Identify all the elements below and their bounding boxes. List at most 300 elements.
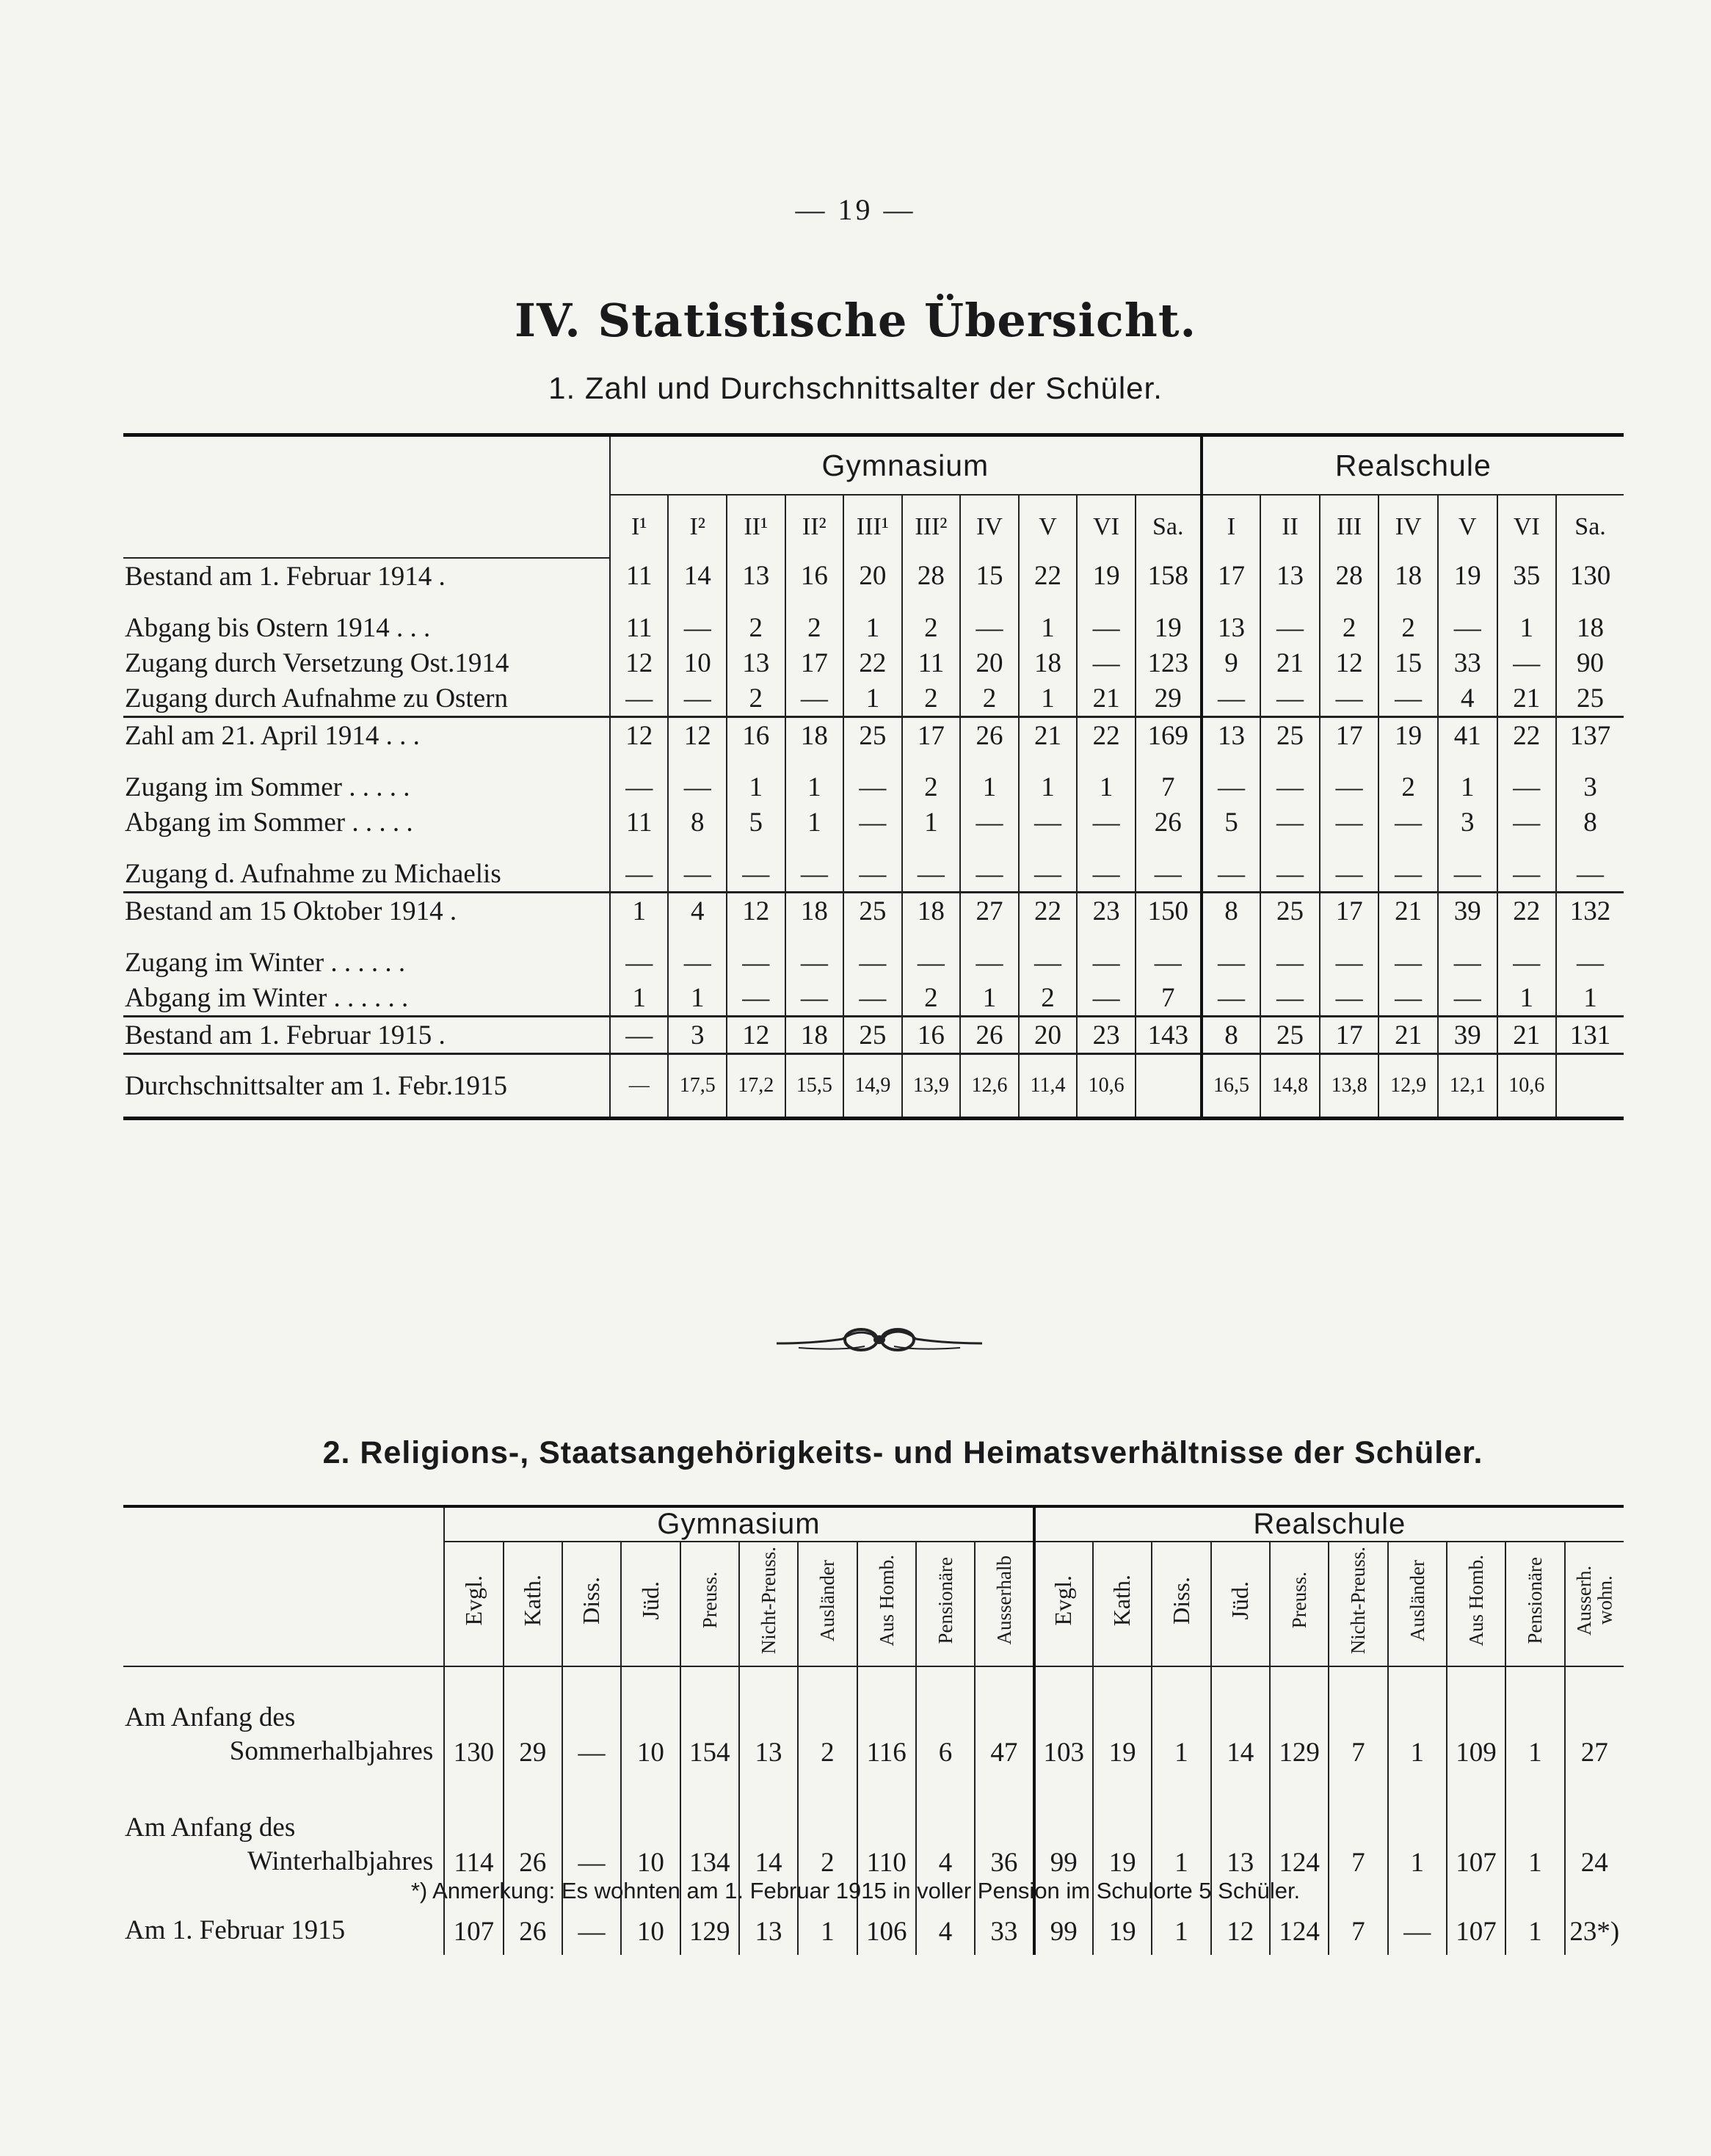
table-cell: 103: [1034, 1666, 1093, 1776]
table-cell: 99: [1034, 1886, 1093, 1955]
table-cell: —: [668, 610, 727, 645]
table2-col-label: Pensionäre: [934, 1556, 956, 1644]
table-cell: 131: [1556, 1017, 1624, 1054]
table-cell: —: [1388, 1886, 1447, 1955]
table-cell: —: [1260, 610, 1320, 645]
table-cell: —: [960, 945, 1019, 980]
table-cell: 14,8: [1260, 1054, 1320, 1119]
table2-col-label: Aus Homb.: [1464, 1554, 1487, 1647]
table-cell: 14,9: [843, 1054, 902, 1119]
table1-col-real: Sa.: [1556, 495, 1624, 558]
table-cell: 18: [1378, 558, 1438, 594]
table-cell: 13,9: [902, 1054, 961, 1119]
table2-col-gym: [562, 1542, 621, 1666]
table-cell: 26: [960, 1017, 1019, 1054]
table-cell: —: [1136, 945, 1202, 980]
table-cell: 169: [1136, 717, 1202, 754]
table2-col-gym: [504, 1542, 562, 1666]
table-cell: 21: [1260, 645, 1320, 680]
table-cell: 20: [1019, 1017, 1078, 1054]
page-number: — 19 —: [795, 193, 916, 226]
table2-group-realschule: Realschule: [1034, 1506, 1624, 1542]
table-cell: 1: [960, 769, 1019, 805]
table-cell: —: [1378, 680, 1438, 717]
table-cell: 1: [960, 980, 1019, 1017]
table1-title: 1. Zahl und Durchschnittsalter der Schüler.: [548, 371, 1163, 405]
table-cell: 19: [1077, 558, 1136, 594]
table-cell: 1: [1497, 610, 1557, 645]
table-cell: 10,6: [1077, 1054, 1136, 1119]
table1-col-real: III: [1320, 495, 1379, 558]
table-row: [123, 645, 1624, 680]
row-label: Zugang d. Aufnahme zu Michaelis: [125, 858, 501, 889]
table-cell: 10: [621, 1776, 680, 1886]
table-cell: —: [1077, 945, 1136, 980]
table-cell: 12: [610, 645, 669, 680]
table-cell: —: [1202, 769, 1261, 805]
table-cell: 1: [843, 680, 902, 717]
table-cell: —: [1497, 805, 1557, 840]
table-cell: 4: [916, 1886, 975, 1955]
ornament-divider: [769, 1314, 989, 1365]
table2-col-real: [1034, 1542, 1093, 1666]
table-cell: 12,1: [1438, 1054, 1497, 1119]
table-cell: 158: [1136, 558, 1202, 594]
table-cell: 17: [1202, 558, 1261, 594]
table2-col-gym: [621, 1542, 680, 1666]
table-cell: —: [668, 945, 727, 980]
table-cell: —: [1556, 856, 1624, 893]
table-row: [123, 1776, 1624, 1886]
table-cell: 2: [798, 1776, 857, 1886]
table-cell: [1136, 1054, 1202, 1119]
table-cell: 2: [1320, 610, 1379, 645]
table-row: [123, 1017, 1624, 1054]
table-cell: 107: [444, 1886, 503, 1955]
table-cell: 21: [1019, 717, 1078, 754]
table1-col-gym: Sa.: [1136, 495, 1202, 558]
table-cell: —: [1260, 856, 1320, 893]
table-cell: —: [1378, 805, 1438, 840]
table-cell: 25: [1260, 1017, 1320, 1054]
table-row: [123, 717, 1624, 754]
table-cell: 22: [1019, 893, 1078, 929]
table-cell: 13,8: [1320, 1054, 1379, 1119]
table-cell: 26: [504, 1776, 562, 1886]
table-cell: 19: [1136, 610, 1202, 645]
table-cell: 18: [1019, 645, 1078, 680]
table2-col-label: Kath.: [1108, 1574, 1136, 1627]
table-cell: 22: [1497, 717, 1557, 754]
table-cell: 19: [1378, 717, 1438, 754]
table-cell: —: [1260, 980, 1320, 1017]
table2-col-label: Nicht-Preuss.: [757, 1546, 780, 1655]
table-cell: 25: [843, 717, 902, 754]
table2-corner: [123, 1506, 444, 1666]
table-cell: —: [668, 769, 727, 805]
table-cell: —: [727, 945, 785, 980]
table-cell: 19: [1438, 558, 1497, 594]
table-cell: 39: [1438, 893, 1497, 929]
table-cell: —: [1378, 945, 1438, 980]
table-cell: 13: [1202, 717, 1261, 754]
table-cell: 107: [1447, 1886, 1505, 1955]
table-cell: —: [1497, 769, 1557, 805]
table-cell: 39: [1438, 1017, 1497, 1054]
table-cell: 1: [785, 805, 844, 840]
table-cell: 1: [798, 1886, 857, 1955]
table-cell: 23: [1077, 893, 1136, 929]
table-cell: —: [727, 856, 785, 893]
table-cell: 1: [1019, 769, 1078, 805]
table-cell: 1: [1019, 680, 1078, 717]
table-cell: 11: [902, 645, 961, 680]
table1-col-real: VI: [1497, 495, 1557, 558]
table-cell: —: [562, 1776, 621, 1886]
table-cell: 22: [1019, 558, 1078, 594]
table-cell: 8: [1556, 805, 1624, 840]
table-cell: 130: [1556, 558, 1624, 594]
table-cell: —: [610, 1054, 669, 1119]
table-cell: 29: [1136, 680, 1202, 717]
table-cell: 41: [1438, 717, 1497, 754]
table-cell: 24: [1565, 1776, 1624, 1886]
table-cell: 21: [1497, 680, 1557, 717]
table2-col-real: [1152, 1542, 1210, 1666]
row-label: Zahl am 21. April 1914 . . .: [123, 717, 610, 754]
table2-col-label: Evgl.: [1050, 1575, 1077, 1626]
table-cell: 11: [610, 610, 669, 645]
table-cell: —: [1320, 945, 1379, 980]
row-label: Abgang im Sommer . . . . .: [125, 807, 413, 838]
table2-col-real: [1211, 1542, 1270, 1666]
table-cell: 20: [960, 645, 1019, 680]
table-cell: 28: [1320, 558, 1379, 594]
table-cell: 7: [1329, 1776, 1387, 1886]
table-cell: —: [1497, 945, 1557, 980]
table-cell: —: [1019, 856, 1078, 893]
table-cell: 1: [1019, 610, 1078, 645]
table-cell: —: [1202, 945, 1261, 980]
table-cell: 36: [975, 1776, 1033, 1886]
table-cell: 3: [1438, 805, 1497, 840]
table-row: [123, 610, 1624, 645]
table-cell: 26: [1136, 805, 1202, 840]
table-cell: 1: [610, 980, 669, 1017]
table-cell: 12: [668, 717, 727, 754]
table-cell: 18: [785, 1017, 844, 1054]
table-cell: 18: [902, 893, 961, 929]
table-cell: —: [1438, 610, 1497, 645]
table-cell: 3: [1556, 769, 1624, 805]
page-title: IV. Statistische Übersicht.: [514, 294, 1197, 347]
table-cell: 116: [857, 1666, 916, 1776]
table-cell: 3: [668, 1017, 727, 1054]
table-cell: 123: [1136, 645, 1202, 680]
table-cell: [1556, 1054, 1624, 1119]
table2-col-real: [1388, 1542, 1447, 1666]
table2-col-label: Kath.: [518, 1574, 545, 1627]
table-cell: —: [668, 680, 727, 717]
table-cell: 9: [1202, 645, 1261, 680]
table2-col-label: Diss.: [578, 1576, 605, 1625]
table-cell: 1: [1505, 1886, 1564, 1955]
table-cell: 143: [1136, 1017, 1202, 1054]
row-label: Abgang im Winter . . . . . .: [125, 982, 409, 1013]
table-cell: 7: [1329, 1666, 1387, 1776]
table-cell: —: [727, 980, 785, 1017]
row-label: [123, 1776, 444, 1886]
table-cell: —: [1019, 805, 1078, 840]
table-cell: 90: [1556, 645, 1624, 680]
table-cell: 2: [902, 680, 961, 717]
table-cell: 10: [668, 645, 727, 680]
table-cell: —: [785, 980, 844, 1017]
table-cell: 1: [1556, 980, 1624, 1017]
row-label: [123, 1666, 444, 1776]
table-cell: 99: [1034, 1776, 1093, 1886]
table-cell: 33: [1438, 645, 1497, 680]
table1-group-realschule: Realschule: [1202, 435, 1624, 496]
table2-col-label: Ausserh. wohn.: [1572, 1565, 1616, 1636]
table-cell: —: [1077, 610, 1136, 645]
row-label: Bestand am 1. Februar 1915 .: [123, 1017, 610, 1054]
table-cell: 14: [1211, 1666, 1270, 1776]
table-cell: —: [610, 769, 669, 805]
table-cell: 12: [727, 1017, 785, 1054]
table-cell: 13: [739, 1666, 798, 1776]
table2-col-real: [1270, 1542, 1329, 1666]
table-cell: 2: [727, 680, 785, 717]
table-cell: 124: [1270, 1776, 1329, 1886]
table-cell: 1: [843, 610, 902, 645]
table-cell: 22: [843, 645, 902, 680]
table2-col-real: [1447, 1542, 1505, 1666]
table1-col-gym: I¹: [610, 495, 669, 558]
table-cell: 16,5: [1202, 1054, 1261, 1119]
table-cell: 26: [504, 1886, 562, 1955]
table-cell: 1: [727, 769, 785, 805]
row-label-line2: Sommerhalbjahres: [229, 1735, 434, 1766]
row-label: Zugang durch Versetzung Ost.1914: [125, 647, 509, 678]
row-label: Durchschnittsalter am 1. Febr.1915: [123, 1054, 610, 1119]
table-cell: 10,6: [1497, 1054, 1557, 1119]
table-cell: 154: [680, 1666, 739, 1776]
table-cell: 19: [1093, 1776, 1152, 1886]
table-cell: —: [1378, 856, 1438, 893]
table-cell: —: [843, 856, 902, 893]
table-cell: —: [562, 1886, 621, 1955]
table-cell: —: [785, 680, 844, 717]
table-cell: 1: [668, 980, 727, 1017]
table2-col-label: Ausländer: [816, 1559, 839, 1641]
table-cell: 1: [902, 805, 961, 840]
table-cell: 106: [857, 1886, 916, 1955]
row-label: Bestand am 15 Oktober 1914 .: [123, 893, 610, 929]
table-cell: 134: [680, 1776, 739, 1886]
table1-col-gym: V: [1019, 495, 1078, 558]
table-cell: 21: [1378, 893, 1438, 929]
table-cell: —: [1202, 980, 1261, 1017]
table-cell: —: [610, 680, 669, 717]
table2-col-label: Aus Homb.: [875, 1554, 898, 1647]
table-cell: 18: [1556, 610, 1624, 645]
table-cell: —: [843, 980, 902, 1017]
table2-group-gymnasium: Gymnasium: [444, 1506, 1033, 1542]
table-cell: 1: [785, 769, 844, 805]
table-cell: 16: [902, 1017, 961, 1054]
table1-col-gym: II²: [785, 495, 844, 558]
row-label: Zugang durch Aufnahme zu Ostern: [125, 683, 508, 714]
table2-col-label: Preuss.: [698, 1572, 721, 1629]
table-cell: 1: [1388, 1666, 1447, 1776]
table-cell: 1: [1388, 1776, 1447, 1886]
table-cell: 7: [1136, 769, 1202, 805]
table-cell: —: [1077, 980, 1136, 1017]
table-row: [123, 1666, 1624, 1776]
table-cell: —: [960, 610, 1019, 645]
table-cell: 130: [444, 1666, 503, 1776]
row-label: Zugang im Winter . . . . . .: [125, 947, 406, 978]
table-cell: 8: [668, 805, 727, 840]
table-cell: —: [562, 1666, 621, 1776]
table1-col-real: I: [1202, 495, 1261, 558]
table-cell: 14: [668, 558, 727, 594]
table-cell: 21: [1378, 1017, 1438, 1054]
table-cell: 109: [1447, 1666, 1505, 1776]
table-cell: —: [902, 945, 961, 980]
table1-col-gym: III¹: [843, 495, 902, 558]
table-cell: 5: [727, 805, 785, 840]
table2-col-real: [1505, 1542, 1564, 1666]
table-cell: —: [1260, 945, 1320, 980]
table-row: [123, 1054, 1624, 1119]
table-cell: —: [960, 856, 1019, 893]
table-cell: 129: [680, 1886, 739, 1955]
table-cell: 13: [1202, 610, 1261, 645]
table-cell: 1: [1438, 769, 1497, 805]
table-cell: 6: [916, 1666, 975, 1776]
table-cell: —: [1077, 805, 1136, 840]
table-cell: 22: [1077, 717, 1136, 754]
row-label-line1: Am 1. Februar 1915: [125, 1914, 346, 1945]
table1-col-real: IV: [1378, 495, 1438, 558]
table-cell: 11: [610, 805, 669, 840]
table-cell: 16: [727, 717, 785, 754]
table-cell: —: [1320, 805, 1379, 840]
table-cell: 33: [975, 1886, 1033, 1955]
table-cell: 25: [1556, 680, 1624, 717]
table-cell: 19: [1093, 1666, 1152, 1776]
table-cell: 129: [1270, 1666, 1329, 1776]
table-cell: —: [668, 856, 727, 893]
table-cell: —: [1320, 769, 1379, 805]
table-cell: 25: [843, 893, 902, 929]
table-cell: 29: [504, 1666, 562, 1776]
table-cell: —: [610, 945, 669, 980]
table-cell: 2: [785, 610, 844, 645]
table-cell: 20: [843, 558, 902, 594]
table-cell: 13: [739, 1886, 798, 1955]
table-cell: —: [1260, 769, 1320, 805]
table-cell: 13: [727, 645, 785, 680]
table2-col-real: [1329, 1542, 1387, 1666]
table-cell: 2: [1378, 769, 1438, 805]
table-cell: 4: [668, 893, 727, 929]
table-row: [123, 769, 1624, 805]
table-cell: 26: [960, 717, 1019, 754]
table-cell: 19: [1093, 1886, 1152, 1955]
table2-col-gym: [916, 1542, 975, 1666]
table-row: [123, 945, 1624, 980]
table-cell: 25: [1260, 717, 1320, 754]
table-cell: —: [1019, 945, 1078, 980]
table-cell: 12: [610, 717, 669, 754]
table2-col-real: [1093, 1542, 1152, 1666]
table-cell: 1: [1497, 980, 1557, 1017]
table-cell: —: [1378, 980, 1438, 1017]
table-cell: 17: [1320, 717, 1379, 754]
table-row: [123, 893, 1624, 929]
table-cell: 124: [1270, 1886, 1329, 1955]
table-cell: —: [843, 769, 902, 805]
table-cell: 27: [960, 893, 1019, 929]
table-row: [123, 805, 1624, 840]
table-cell: 13: [1211, 1776, 1270, 1886]
table1-col-gym: I²: [668, 495, 727, 558]
table-cell: —: [1320, 980, 1379, 1017]
table1-student-numbers: [123, 433, 1624, 1120]
table1-group-gymnasium: Gymnasium: [610, 435, 1202, 496]
table-row: [123, 856, 1624, 893]
table-cell: 23: [1077, 1017, 1136, 1054]
table-cell: 114: [444, 1776, 503, 1886]
table2-col-label: Jüd.: [636, 1580, 664, 1620]
table-cell: —: [960, 805, 1019, 840]
table-cell: 22: [1497, 893, 1557, 929]
table-cell: 8: [1202, 1017, 1261, 1054]
row-label: Zugang im Sommer . . . . .: [125, 772, 410, 802]
table-cell: 18: [785, 717, 844, 754]
table-cell: —: [1077, 856, 1136, 893]
table-cell: 5: [1202, 805, 1261, 840]
table1-corner: [123, 435, 610, 559]
table-cell: 2: [727, 610, 785, 645]
table-cell: 7: [1329, 1886, 1387, 1955]
table-cell: —: [1320, 856, 1379, 893]
table-cell: 21: [1497, 1017, 1557, 1054]
table-cell: —: [1260, 805, 1320, 840]
table-cell: 107: [1447, 1776, 1505, 1886]
table-cell: 13: [727, 558, 785, 594]
table-cell: 17: [1320, 893, 1379, 929]
table2-col-label: Jüd.: [1226, 1580, 1253, 1620]
footnote: *) Anmerkung: Es wohnten am 1. Februar 1915 in voller Pension im Schulorte 5 Schüler.: [410, 1878, 1301, 1903]
table-cell: —: [1438, 856, 1497, 893]
table-cell: 2: [902, 980, 961, 1017]
table-cell: 17: [1320, 1017, 1379, 1054]
table-cell: 21: [1077, 680, 1136, 717]
table-cell: 1: [610, 893, 669, 929]
table-cell: —: [843, 945, 902, 980]
table-cell: 11: [610, 558, 669, 594]
table-cell: 27: [1565, 1666, 1624, 1776]
table2-col-gym: [739, 1542, 798, 1666]
table-cell: 10: [621, 1666, 680, 1776]
table1-col-gym: VI: [1077, 495, 1136, 558]
table-cell: 1: [1505, 1776, 1564, 1886]
table-cell: 12: [1211, 1886, 1270, 1955]
